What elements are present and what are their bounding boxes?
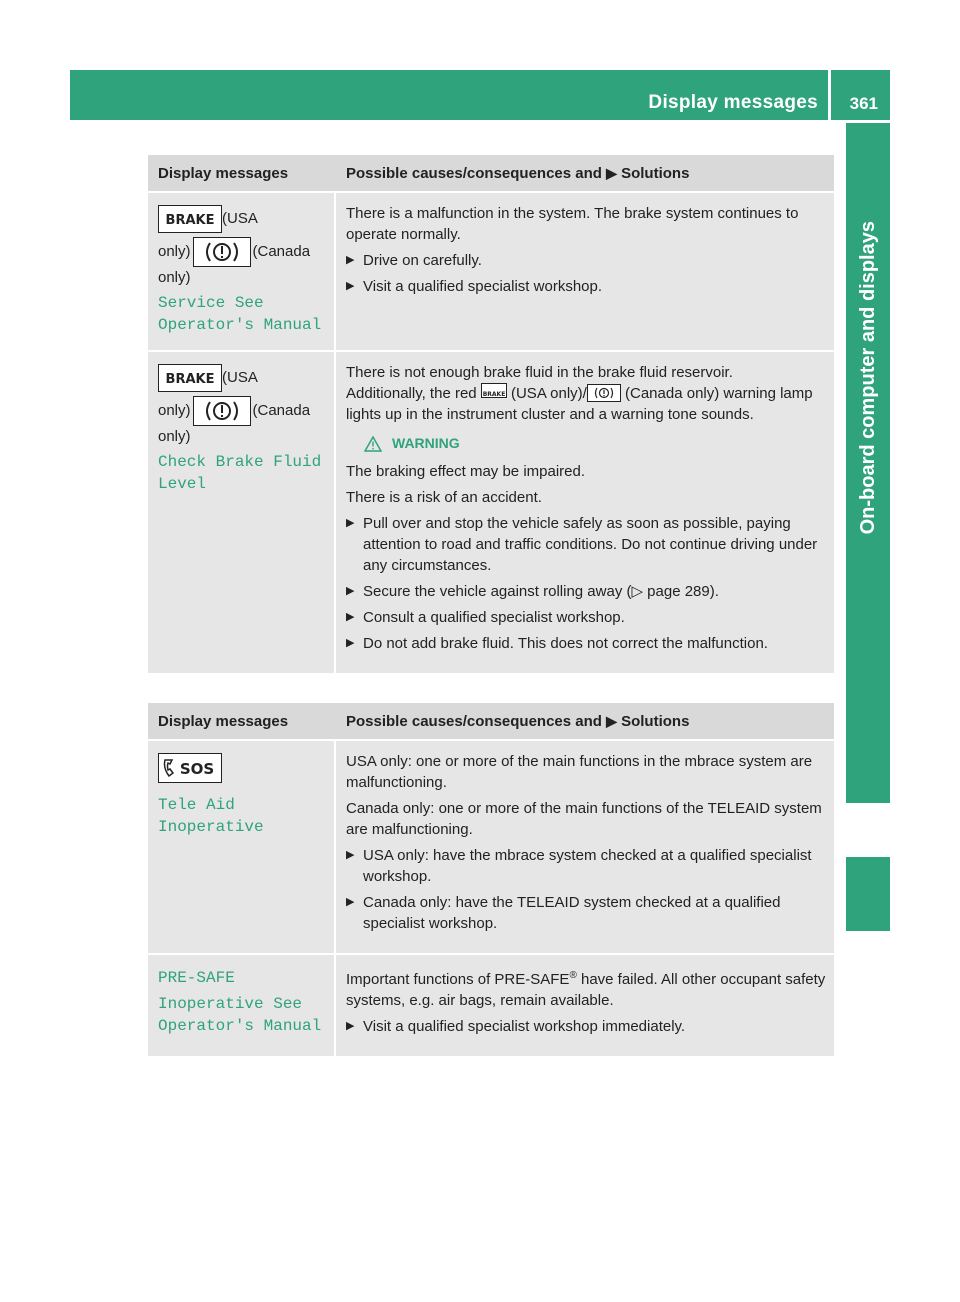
exclamation-circle-icon	[193, 237, 251, 267]
display-text-line1: Tele Aid	[158, 796, 235, 814]
solution-step: ▶ Drive on carefully.	[346, 250, 828, 271]
column-header-display-messages: Display messages	[148, 155, 336, 193]
column-header-causes	[336, 703, 834, 741]
display-message-cell	[148, 741, 336, 955]
usa-note: (USA	[222, 369, 258, 386]
cause-text: Canada only: one or more of the main functions of the TELEAID system are malfunctioning.	[346, 800, 822, 838]
chapter-side-tab	[846, 123, 890, 803]
display-text-line1: PRE-SAFE	[158, 969, 235, 987]
display-text-line2: Inoperative See	[158, 995, 303, 1013]
warning-label: WARNING	[392, 435, 460, 452]
display-message-cell	[148, 193, 336, 352]
canada-note-cont: only)	[158, 269, 191, 287]
solution-step: ▶ Consult a qualified specialist workshop.	[346, 607, 828, 628]
warning-heading	[364, 433, 828, 454]
display-text-line2: Inoperative	[158, 818, 264, 836]
cause-text	[346, 965, 828, 1011]
table-row	[148, 741, 834, 955]
column-header-solutions-label: Solutions	[621, 164, 690, 182]
cause-text: There is a malfunction in the system. The brake system continues to operate normally.	[346, 205, 799, 243]
display-message-cell	[148, 955, 336, 1058]
column-header-causes	[336, 155, 834, 193]
usa-note: (USA	[222, 209, 258, 227]
svg-text:SOS: SOS	[179, 760, 215, 778]
registered-mark: ®	[569, 970, 577, 981]
solution-step: ▶ Do not add brake fluid. This does not correct the malfunction.	[346, 633, 828, 654]
display-messages-table-2	[148, 703, 834, 1058]
solution-arrow-icon: ▶	[606, 164, 617, 181]
display-text-line1: Check Brake Fluid	[158, 453, 322, 472]
usa-note-cont: only)	[158, 402, 191, 420]
svg-text:BRAKE: BRAKE	[165, 213, 215, 228]
causes-cell	[336, 193, 834, 352]
display-message-cell	[148, 352, 336, 675]
solution-arrow-icon: ▶	[606, 712, 617, 729]
page-section-title: Display messages	[648, 92, 818, 113]
chapter-title: On-board computer and displays	[857, 221, 879, 535]
column-header-causes-label: Possible causes/consequences and	[346, 164, 602, 182]
warning-text: The braking effect may be impaired.	[346, 463, 586, 481]
brake-icon	[158, 205, 222, 233]
sos-phone-icon	[158, 753, 222, 783]
solution-step: ▶ Canada only: have the TELEAID system checked at a qualified specialist workshop.	[346, 892, 828, 934]
exclamation-circle-icon	[193, 396, 251, 426]
column-header-display-messages: Display messages	[148, 703, 336, 741]
canada-note: (Canada	[252, 402, 311, 420]
column-header-solutions-label: Solutions	[621, 712, 690, 730]
causes-cell	[336, 741, 834, 955]
cause-text-part: (USA only)/	[510, 385, 587, 403]
column-header-causes-label: Possible causes/consequences and	[346, 712, 602, 730]
brake-icon	[158, 364, 222, 392]
svg-text:BRAKE: BRAKE	[165, 372, 215, 388]
chapter-marker-block	[846, 857, 890, 931]
canada-note-cont: only)	[158, 428, 191, 446]
display-text-line3: Operator's Manual	[158, 1017, 322, 1035]
solution-step-page-ref: ▶ Secure the vehicle against rolling away (▷ page 289).	[346, 581, 828, 602]
display-text-line2: Operator's Manual	[158, 316, 322, 335]
solution-step: ▶ USA only: have the mbrace system checked at a qualified specialist workshop.	[346, 845, 828, 887]
cause-text-part: (Canada only) warning lamp lights up in the instrument cluster and a warning tone sounds.	[346, 385, 813, 424]
usa-note-cont: only)	[158, 243, 191, 260]
cause-text-part: have failed. All other occupant safety systems, e.g. air bags, remain available.	[346, 971, 826, 1009]
cause-text-part: Additionally, the red	[346, 385, 477, 403]
canada-note: (Canada	[252, 243, 311, 260]
cause-text: USA only: one or more of the main functions in the mbrace system are malfunctioning.	[346, 753, 813, 791]
svg-text:BRAKE: BRAKE	[482, 391, 506, 399]
page-number: 361	[849, 94, 878, 113]
cause-text: There is not enough brake fluid in the brake fluid reservoir.	[346, 364, 733, 382]
causes-cell	[336, 955, 834, 1058]
warning-text: There is a risk of an accident.	[346, 489, 542, 507]
display-text-line1: Service See	[158, 294, 264, 313]
display-text-line2: Level	[158, 475, 207, 494]
display-messages-table-1	[148, 155, 834, 675]
cause-text-detail	[346, 383, 828, 425]
table-header-row	[148, 155, 834, 193]
table-row	[148, 193, 834, 352]
table-header-row	[148, 703, 834, 741]
page-header-bar	[70, 70, 890, 120]
table-row	[148, 955, 834, 1058]
solution-step: ▶ Pull over and stop the vehicle safely as soon as possible, paying attention to road and traffic conditions. Do not continue driving under any circumstances.	[346, 513, 828, 576]
solution-step: ▶ Visit a qualified specialist workshop immediately.	[346, 1016, 828, 1037]
exclamation-circle-icon	[587, 384, 621, 402]
warning-triangle-icon	[364, 436, 382, 452]
solution-step: ▶ Visit a qualified specialist workshop.	[346, 276, 828, 297]
causes-cell	[336, 352, 834, 675]
header-divider	[828, 70, 831, 120]
cause-text-part: Important functions of PRE-SAFE	[346, 971, 570, 988]
table-row	[148, 352, 834, 675]
brake-icon	[481, 383, 507, 398]
